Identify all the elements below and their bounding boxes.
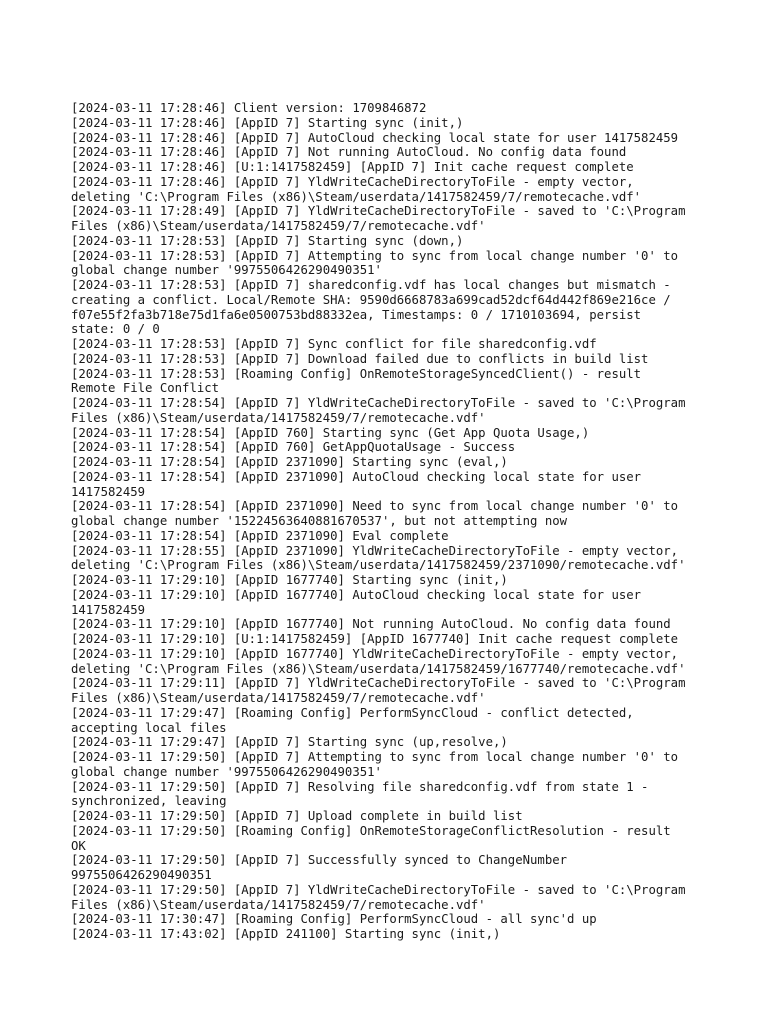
log-line: [2024-03-11 17:29:10] [AppID 1677740] AutoCloud checking local state for user [71,587,642,602]
log-line: [2024-03-11 17:28:54] [AppID 2371090] Eval complete [71,528,449,543]
log-line: f07e55f2fa3b718e75d1fa6e0500753bd88332ea, Timestamps: 0 / 1710103694, persist [71,307,642,322]
log-line: [2024-03-11 17:29:50] [AppID 7] Upload complete in build list [71,809,523,823]
log-line: accepting local files [71,720,227,735]
log-line: Files (x86)\Steam/userdata/1417582459/7/remotecache.vdf' [71,410,486,425]
log-line: [2024-03-11 17:28:54] [AppID 760] Starting sync (Get App Quota Usage,) [71,425,590,440]
log-line: [2024-03-11 17:28:53] [AppID 7] Attempting to sync from local change number '0' to [71,248,679,263]
log-line: [2024-03-11 17:29:50] [AppID 7] Successfully synced to ChangeNumber [71,853,568,868]
log-line: global change number '9975506426290490351' [71,263,382,278]
log-line: [2024-03-11 17:30:47] [Roaming Config] PerformSyncCloud - all sync'd up [71,912,597,927]
log-line: [2024-03-11 17:29:10] [AppID 1677740] Starting sync (init,) [71,573,508,587]
log-line: [2024-03-11 17:28:46] [U:1:1417582459] [AppID 7] Init cache request complete [71,160,634,174]
log-line: [2024-03-11 17:29:47] [Roaming Config] PerformSyncCloud - conflict detected, [71,705,634,720]
log-line: deleting 'C:\Program Files (x86)\Steam/userdata/1417582459/2371090/remotecache.vdf' [71,558,686,573]
log-line: synchronized, leaving [71,794,227,809]
log-line: [2024-03-11 17:28:53] [AppID 7] Download failed due to conflicts in build list [71,351,649,366]
log-line: [2024-03-11 17:29:50] [Roaming Config] OnRemoteStorageConflictResolution - result [71,823,671,838]
log-line: [2024-03-11 17:28:53] [AppID 7] sharedconfig.vdf has local changes but mismatch - [71,278,671,292]
log-line: [2024-03-11 17:29:10] [U:1:1417582459] [AppID 1677740] Init cache request complete [71,632,679,646]
log-line: [2024-03-11 17:28:49] [AppID 7] YldWriteCacheDirectoryToFile - saved to 'C:\Program [71,204,686,219]
log-line: [2024-03-11 17:29:47] [AppID 7] Starting sync (up,resolve,) [71,735,508,750]
log-line: [2024-03-11 17:29:50] [AppID 7] Resolving file sharedconfig.vdf from state 1 - [71,779,649,794]
log-line: [2024-03-11 17:28:53] [AppID 7] Sync conflict for file sharedconfig.vdf [71,337,597,351]
log-line: [2024-03-11 17:28:54] [AppID 7] YldWriteCacheDirectoryToFile - saved to 'C:\Program [71,396,686,410]
log-line: [2024-03-11 17:29:50] [AppID 7] Attempting to sync from local change number '0' to [71,750,679,764]
log-line: [2024-03-11 17:29:10] [AppID 1677740] YldWriteCacheDirectoryToFile - empty vector, [71,646,679,661]
log-line: 1417582459 [71,484,146,499]
log-line: [2024-03-11 17:29:11] [AppID 7] YldWriteCacheDirectoryToFile - saved to 'C:\Program [71,676,686,691]
log-line: OK [71,838,86,853]
log-line: [2024-03-11 17:28:53] [Roaming Config] OnRemoteStorageSyncedClient() - result [71,366,642,381]
log-line: [2024-03-11 17:28:55] [AppID 2371090] YldWriteCacheDirectoryToFile - empty vector, [71,543,679,558]
log-line: Files (x86)\Steam/userdata/1417582459/7/remotecache.vdf' [71,219,486,233]
log-line: global change number '9975506426290490351' [71,764,382,779]
log-line: deleting 'C:\Program Files (x86)\Steam/userdata/1417582459/1677740/remotecache.vdf' [71,661,686,676]
log-line: [2024-03-11 17:29:50] [AppID 7] YldWriteCacheDirectoryToFile - saved to 'C:\Program [71,882,686,897]
log-text-body [71,101,711,942]
log-line: [2024-03-11 17:28:54] [AppID 2371090] AutoCloud checking local state for user [71,469,642,484]
log-line: Remote File Conflict [71,381,220,396]
log-line: [2024-03-11 17:28:53] [AppID 7] Starting sync (down,) [71,233,464,248]
log-line: [2024-03-11 17:28:46] [AppID 7] Starting sync (init,) [71,115,464,130]
log-line: state: 0 / 0 [71,322,160,337]
log-line: [2024-03-11 17:28:46] [AppID 7] YldWriteCacheDirectoryToFile - empty vector, [71,174,634,189]
log-line: Files (x86)\Steam/userdata/1417582459/7/remotecache.vdf' [71,691,486,705]
log-line: 9975506426290490351 [71,868,212,882]
log-line: 1417582459 [71,602,146,617]
log-line: [2024-03-11 17:28:46] [AppID 7] Not running AutoCloud. No config data found [71,145,627,160]
log-line: creating a conflict. Local/Remote SHA: 9590d6668783a699cad52dcf64d442f869e216ce / [71,292,671,307]
log-line: [2024-03-11 17:28:46] Client version: 1709846872 [71,101,427,115]
log-line: [2024-03-11 17:29:10] [AppID 1677740] Not running AutoCloud. No config data found [71,617,671,632]
log-line: global change number '15224563640881670537', but not attempting now [71,514,568,528]
log-line: [2024-03-11 17:28:54] [AppID 2371090] Starting sync (eval,) [71,455,508,469]
log-line: deleting 'C:\Program Files (x86)\Steam/userdata/1417582459/7/remotecache.vdf' [71,189,642,204]
log-line: [2024-03-11 17:28:54] [AppID 2371090] Need to sync from local change number '0' to [71,499,679,514]
log-line: [2024-03-11 17:28:46] [AppID 7] AutoCloud checking local state for user 1417582459 [71,130,679,145]
log-line: Files (x86)\Steam/userdata/1417582459/7/remotecache.vdf' [71,897,486,912]
log-line: [2024-03-11 17:43:02] [AppID 241100] Starting sync (init,) [71,927,501,941]
log-line: [2024-03-11 17:28:54] [AppID 760] GetAppQuotaUsage - Success [71,440,516,455]
